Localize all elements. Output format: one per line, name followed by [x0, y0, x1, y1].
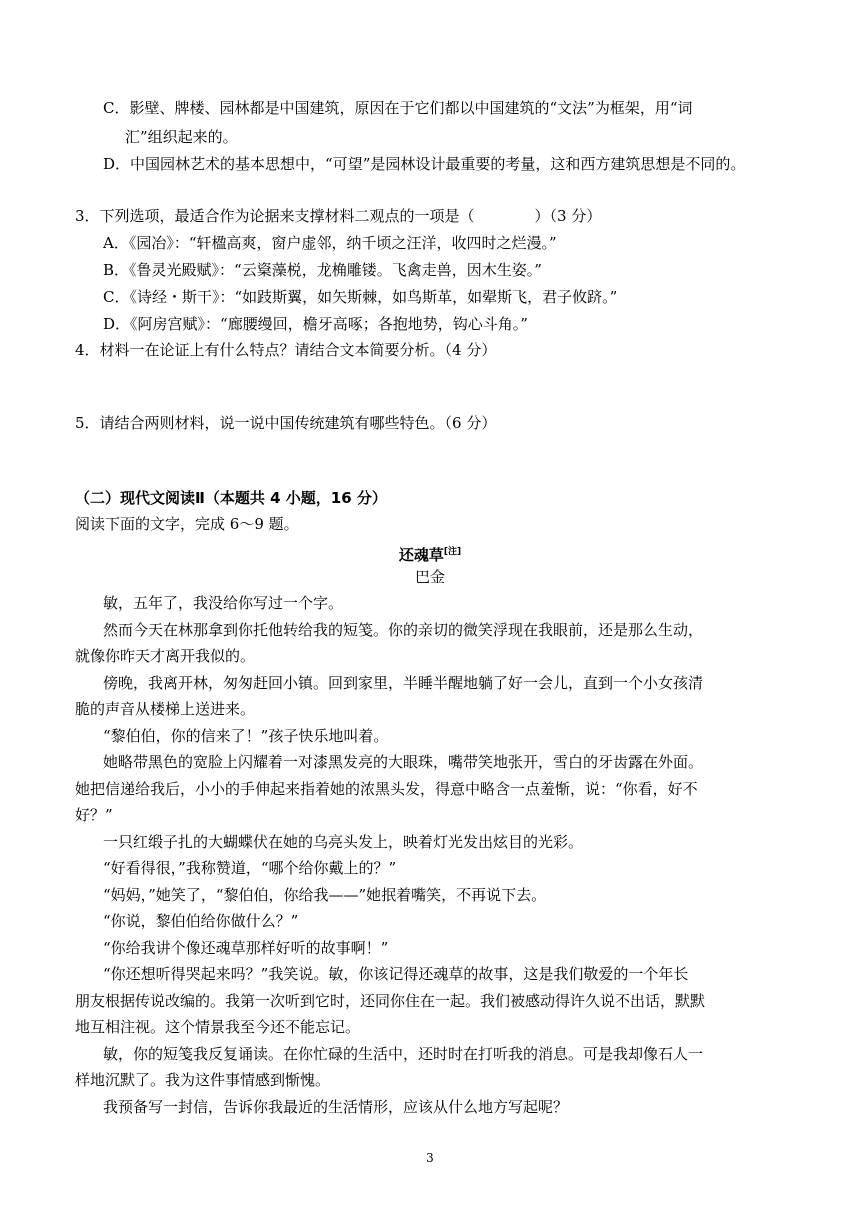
question-3-stem: 3．下列选项，最适合作为论据来支撑材料二观点的一项是（ ）（3 分） — [75, 207, 602, 225]
story-line: “你给我讲个像还魂草那样好听的故事啊！” — [103, 939, 389, 957]
section-2-instruction: 阅读下面的文字，完成 6～9 题。 — [75, 515, 299, 533]
story-line: 一只红缎子扎的大蝴蝶伏在她的乌亮头发上，映着灯光发出炫目的光彩。 — [103, 833, 584, 851]
story-title-text: 还魂草 — [398, 546, 444, 564]
section-2-heading: （二）现代文阅读Ⅱ（本题共 4 小题，16 分） — [75, 489, 387, 507]
story-line: 她略带黑色的宽脸上闪耀着一对漆黑发亮的大眼珠，嘴带笑地张开，雪白的牙齿露在外面。 — [103, 753, 704, 771]
story-title — [0, 541, 860, 566]
option-c-line1: C．影壁、牌楼、园林都是中国建筑，原因在于它们都以中国建筑的“文法”为框架，用“词 — [103, 99, 693, 117]
question-3-option-b: B．《鲁灵光殿赋》：“云楶藻棁，龙桷雕镂。飞禽走兽，因木生姿。” — [103, 261, 542, 279]
question-5: 5．请结合两则材料，说一说中国传统建筑有哪些特色。（6 分） — [75, 414, 497, 432]
page-number: 3 — [426, 1151, 434, 1165]
story-line: “你说，黎伯伯给你做什么？” — [103, 912, 299, 930]
option-d-line: D．中国园林艺术的基本思想中，“可望”是园林设计最重要的考量，这和西方建筑思想是不同的。 — [103, 155, 746, 173]
story-line: 好？” — [75, 806, 113, 824]
story-line: “好看得很，”我称赞道，“哪个给你戴上的？” — [103, 859, 397, 877]
story-line: “你还想听得哭起来吗？”我笑说。敏，你该记得还魂草的故事，这是我们敬爱的一个年长 — [103, 965, 689, 983]
story-author: 巴金 — [414, 568, 445, 586]
question-3-option-d: D．《阿房宫赋》：“廊腰缦回，檐牙高啄；各抱地势，钩心斗角。” — [103, 315, 528, 333]
story-line: 就像你昨天才离开我似的。 — [75, 647, 256, 665]
story-title-note: [注] — [443, 547, 462, 557]
story-line: 然而今天在林那拿到你托他转给我的短笺。你的亲切的微笑浮现在我眼前，还是那么生动， — [103, 621, 704, 639]
story-line: 地互相注视。这个情景我至今还不能忘记。 — [75, 1018, 361, 1036]
story-line: 敏，你的短笺我反复诵读。在你忙碌的生活中，还时时在打听我的消息。可是我却像石人一 — [103, 1045, 704, 1063]
question-3-option-c: C．《诗经・斯干》：“如跂斯翼，如矢斯棘，如鸟斯革，如翚斯飞，君子攸跻。” — [103, 288, 618, 306]
story-line: 样地沉默了。我为这件事情感到惭愧。 — [75, 1071, 331, 1089]
question-3-option-a: A．《园冶》：“轩楹高爽，窗户虚邻，纳千顷之汪洋，收四时之烂漫。” — [103, 234, 557, 252]
story-line: 她把信递给我后，小小的手伸起来指着她的浓黑头发，得意中略含一点羞惭，说：“你看，好不 — [75, 780, 698, 798]
story-line: 我预备写一封信，告诉你我最近的生活情形，应该从什么地方写起呢？ — [103, 1098, 569, 1116]
story-line: 朋友根据传说改编的。我第一次听到它时，还同你住在一起。我们被感动得许久说不出话，默默 — [75, 992, 706, 1010]
story-line: 傍晚，我离开林，匆匆赶回小镇。回到家里，半睡半醒地躺了好一会儿，直到一个小女孩清 — [103, 674, 704, 692]
story-line: “妈妈，”她笑了，“黎伯伯，你给我——”她抿着嘴笑，不再说下去。 — [103, 886, 547, 904]
story-line: “黎伯伯，你的信来了！”孩子快乐地叫着。 — [103, 727, 389, 745]
story-line: 脆的声音从楼梯上送进来。 — [75, 700, 256, 718]
story-line: 敏，五年了，我没给你写过一个字。 — [103, 594, 344, 612]
question-4: 4．材料一在论证上有什么特点？请结合文本简要分析。（4 分） — [75, 341, 497, 359]
option-c-line2: 汇”组织起来的。 — [125, 128, 238, 146]
